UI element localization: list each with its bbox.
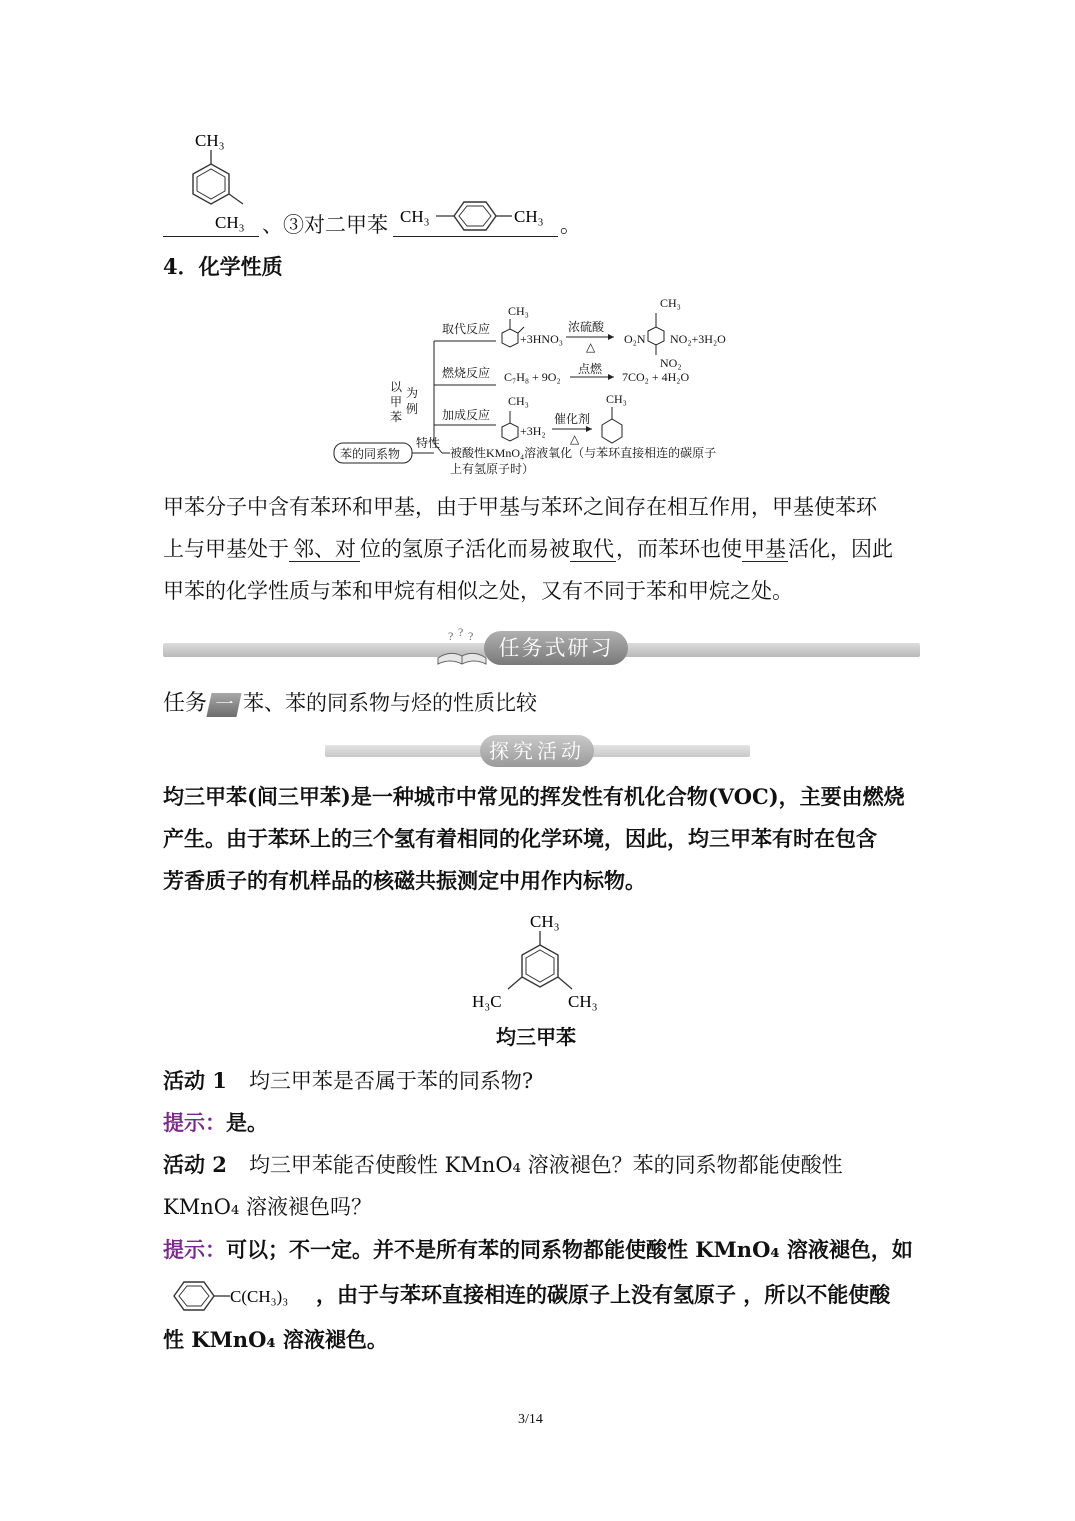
trait-text-1: 被酸性KMnO₄溶液氧化（与苯环直接相连的碳原子 xyxy=(450,446,717,460)
activity2-line2: KMnO₄ 溶液褪色吗？ xyxy=(163,1195,373,1219)
branch1-product-top: CH₃ xyxy=(660,296,681,310)
banner-title: 任务式研习 xyxy=(484,631,628,665)
book-icon xyxy=(434,624,490,668)
branch3-ch3: CH₃ xyxy=(508,394,529,408)
p-xylene-structure xyxy=(398,196,560,238)
answer-blank-3 xyxy=(393,236,558,237)
hint2-line2: ，由于与苯环直接相连的碳原子上没有氢原子 ，所以不能使酸 xyxy=(316,1282,891,1307)
mesitylene-left: H₃C xyxy=(472,992,502,1011)
group-text: C(CH₃)₃ xyxy=(230,1287,289,1306)
activity1 xyxy=(163,1066,533,1096)
branch2-label: 燃烧反应 xyxy=(442,366,491,380)
line1-end: 。 xyxy=(560,213,581,237)
branch3-reactant: +3H₂ xyxy=(520,424,546,438)
para2-line3: 芳香质子的有机样品的核磁共振测定中用作内标物。 xyxy=(163,868,646,893)
para-xylene-label: 、③对二甲苯 xyxy=(262,213,388,237)
branch1-ch3: CH₃ xyxy=(508,304,529,318)
mesitylene-right: CH₃ xyxy=(568,992,598,1011)
activity2-line1 xyxy=(163,1150,843,1180)
label-wei: 为 xyxy=(406,386,419,400)
branch1-heat: △ xyxy=(586,340,596,354)
branch1-condition: 浓硫酸 xyxy=(568,320,605,334)
para1-l2e: ，而苯环也使 xyxy=(616,537,742,561)
trait-text-2: 上有氢原子时） xyxy=(450,462,535,476)
activity1-label: 活动 1 xyxy=(163,1068,227,1093)
hint2-line1 xyxy=(163,1235,913,1265)
para1-line1: 甲苯分子中含有苯环和甲基，由于甲基与苯环之间存在相互作用，甲基使苯环 xyxy=(163,495,877,519)
svg-text:?: ? xyxy=(468,629,474,643)
hint2-label: 提示： xyxy=(163,1237,226,1262)
mesitylene-structure xyxy=(468,905,618,1015)
hint2-line3: 性 KMnO₄ 溶液褪色。 xyxy=(163,1327,388,1352)
branch1-product-right: NO₂+3H₂O xyxy=(670,332,726,346)
para1-l2a: 上与甲基处于 xyxy=(163,537,289,561)
branch3-heat: △ xyxy=(570,432,580,446)
activity2-question-1: 均三甲苯能否使酸性 KMnO₄ 溶液褪色？苯的同系物都能使酸性 xyxy=(248,1153,843,1177)
task-heading xyxy=(163,688,537,719)
hint1 xyxy=(163,1108,268,1138)
activity1-question: 均三甲苯是否属于苯的同系物? xyxy=(248,1069,534,1093)
para2-line2: 产生。由于苯环上的三个氢有着相同的化学环境，因此，均三甲苯有时在包含 xyxy=(163,826,877,851)
answer-blank-2 xyxy=(163,236,259,237)
label-jia: 甲 xyxy=(390,395,403,409)
svg-text:?: ? xyxy=(448,629,454,643)
trait-label: 特性 xyxy=(416,436,441,450)
para1-l2g: 活化，因此 xyxy=(788,537,893,561)
para2-line1: 均三甲苯(间三甲苯)是一种城市中常见的挥发性有机化合物(VOC)，主要由燃烧 xyxy=(163,784,905,809)
para1-l2c: 位的氢原子活化而易被 xyxy=(360,537,570,561)
label-ben: 苯 xyxy=(390,410,403,424)
branch1-product-left: O₂N xyxy=(624,332,646,346)
branch1-label: 取代反应 xyxy=(442,322,491,336)
activity2-label: 活动 2 xyxy=(163,1152,227,1177)
root-label: 苯的同系物 xyxy=(340,447,401,461)
branch2-eq-left: C₇H₈ + 9O₂ xyxy=(504,370,561,384)
tert-butylbenzene-structure xyxy=(168,1276,318,1316)
answer-substitution: 取代 xyxy=(572,537,614,561)
m-xylene-structure xyxy=(165,128,260,238)
mesitylene-caption: 均三甲苯 xyxy=(496,1025,576,1049)
branch3-label: 加成反应 xyxy=(442,408,491,422)
para1-line3: 甲苯的化学性质与苯和甲烷有相似之处，又有不同于苯和甲烷之处。 xyxy=(163,579,793,603)
branch3-condition: 催化剂 xyxy=(554,412,591,426)
hint2-text-1: 可以；不一定。并不是所有苯的同系物都能使酸性 KMnO₄ 溶液褪色，如 xyxy=(226,1237,913,1262)
answer-methyl: 甲基 xyxy=(744,537,786,561)
branch1-reactant: +3HNO₃ xyxy=(520,332,563,346)
branch3-product-ch3: CH₃ xyxy=(606,392,627,406)
branch2-eq-right: 7CO₂ + 4H₂O xyxy=(622,370,690,384)
ch3-top-text: CH₃ xyxy=(195,131,225,150)
svg-text:?: ? xyxy=(458,625,464,639)
mesitylene-top: CH₃ xyxy=(530,912,560,931)
page-number: 3/14 xyxy=(518,1412,543,1427)
label-yi: 以 xyxy=(390,380,403,394)
branch2-condition: 点燃 xyxy=(578,362,603,376)
answer-ortho-para: 邻、对 xyxy=(289,537,360,562)
task-number-badge: 一 xyxy=(206,693,241,717)
ch3-bottom-text: CH₃ xyxy=(215,213,245,232)
ch3-right-text: CH₃ xyxy=(514,207,544,226)
label-li: 例 xyxy=(406,402,419,416)
hint1-label: 提示： xyxy=(163,1110,226,1135)
task-title: 苯、苯的同系物与烃的性质比较 xyxy=(243,691,538,715)
explore-title: 探究活动 xyxy=(480,735,594,767)
task-prefix: 任务 xyxy=(163,691,208,716)
ch3-left-text: CH₃ xyxy=(400,207,430,226)
para1-line2 xyxy=(163,534,893,564)
section-title-chemical-properties: 4．化学性质 xyxy=(163,254,283,279)
reaction-diagram xyxy=(330,295,750,480)
hint1-text: 是。 xyxy=(226,1110,268,1135)
branch1-product-bottom: NO₂ xyxy=(660,356,682,370)
